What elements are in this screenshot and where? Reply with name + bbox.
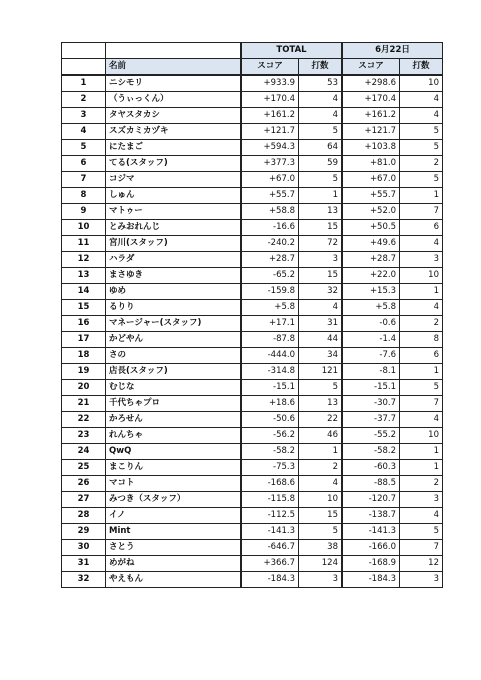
header-date: 6月22日 <box>342 43 443 59</box>
total-score-cell: -159.8 <box>241 284 299 300</box>
total-hits-cell: 1 <box>299 444 343 460</box>
player-name-cell: タヤスタカシ <box>106 108 242 124</box>
total-hits-cell: 5 <box>299 380 343 396</box>
day-score-cell: +15.3 <box>342 284 400 300</box>
day-score-cell: -0.6 <box>342 316 400 332</box>
rank-cell: 15 <box>62 300 106 316</box>
header-row-columns <box>62 59 443 76</box>
day-score-cell: -184.3 <box>342 572 400 588</box>
rank-cell: 2 <box>62 92 106 108</box>
day-hits-cell: 4 <box>400 236 443 252</box>
player-name-cell: マトゥー <box>106 204 242 220</box>
total-hits-cell: 38 <box>299 540 343 556</box>
table-row <box>62 556 443 572</box>
total-score-cell: +377.3 <box>241 156 299 172</box>
player-name-cell: とみおれんじ <box>106 220 242 236</box>
rank-cell: 13 <box>62 268 106 284</box>
total-score-cell: -15.1 <box>241 380 299 396</box>
player-name-cell: 千代ちゃプロ <box>106 396 242 412</box>
total-score-cell: +28.7 <box>241 252 299 268</box>
rank-cell: 21 <box>62 396 106 412</box>
day-score-cell: -7.6 <box>342 348 400 364</box>
table-row <box>62 220 443 236</box>
day-score-cell: +49.6 <box>342 236 400 252</box>
day-hits-cell: 5 <box>400 172 443 188</box>
total-hits-cell: 64 <box>299 140 343 156</box>
rank-cell: 18 <box>62 348 106 364</box>
header-total-hits: 打数 <box>299 59 343 76</box>
day-score-cell: -8.1 <box>342 364 400 380</box>
table-row <box>62 284 443 300</box>
total-score-cell: -87.8 <box>241 332 299 348</box>
player-name-cell: コジマ <box>106 172 242 188</box>
total-score-cell: -112.5 <box>241 508 299 524</box>
day-hits-cell: 5 <box>400 524 443 540</box>
table-row <box>62 540 443 556</box>
table-row <box>62 572 443 588</box>
total-score-cell: -16.6 <box>241 220 299 236</box>
rank-cell: 12 <box>62 252 106 268</box>
table-row <box>62 108 443 124</box>
ranking-table <box>61 42 443 588</box>
rank-cell: 30 <box>62 540 106 556</box>
day-hits-cell: 8 <box>400 332 443 348</box>
total-hits-cell: 4 <box>299 300 343 316</box>
ranking-table-body <box>62 43 443 588</box>
total-hits-cell: 124 <box>299 556 343 572</box>
player-name-cell: かろせん <box>106 412 242 428</box>
day-hits-cell: 1 <box>400 188 443 204</box>
total-score-cell: -115.8 <box>241 492 299 508</box>
total-hits-cell: 44 <box>299 332 343 348</box>
day-hits-cell: 1 <box>400 364 443 380</box>
total-hits-cell: 15 <box>299 268 343 284</box>
day-hits-cell: 12 <box>400 556 443 572</box>
day-hits-cell: 2 <box>400 156 443 172</box>
day-score-cell: +50.5 <box>342 220 400 236</box>
table-row <box>62 508 443 524</box>
total-score-cell: -168.6 <box>241 476 299 492</box>
header-day-hits: 打数 <box>400 59 443 76</box>
day-score-cell: -58.2 <box>342 444 400 460</box>
total-hits-cell: 121 <box>299 364 343 380</box>
table-row <box>62 140 443 156</box>
rank-cell: 8 <box>62 188 106 204</box>
rank-cell: 1 <box>62 75 106 92</box>
table-row <box>62 75 443 92</box>
total-hits-cell: 46 <box>299 428 343 444</box>
player-name-cell: スズカミカヅキ <box>106 124 242 140</box>
day-hits-cell: 5 <box>400 124 443 140</box>
day-hits-cell: 2 <box>400 476 443 492</box>
day-hits-cell: 7 <box>400 396 443 412</box>
total-score-cell: -141.3 <box>241 524 299 540</box>
total-hits-cell: 53 <box>299 75 343 92</box>
day-hits-cell: 3 <box>400 492 443 508</box>
player-name-cell: しゅん <box>106 188 242 204</box>
day-score-cell: +121.7 <box>342 124 400 140</box>
player-name-cell: てる(スタッフ) <box>106 156 242 172</box>
day-hits-cell: 4 <box>400 300 443 316</box>
rank-cell: 24 <box>62 444 106 460</box>
rank-cell: 5 <box>62 140 106 156</box>
total-score-cell: +5.8 <box>241 300 299 316</box>
table-row <box>62 124 443 140</box>
day-score-cell: -55.2 <box>342 428 400 444</box>
day-score-cell: +22.0 <box>342 268 400 284</box>
table-row <box>62 300 443 316</box>
total-hits-cell: 22 <box>299 412 343 428</box>
day-score-cell: +28.7 <box>342 252 400 268</box>
rank-cell: 32 <box>62 572 106 588</box>
rank-cell: 22 <box>62 412 106 428</box>
day-score-cell: +298.6 <box>342 75 400 92</box>
day-hits-cell: 4 <box>400 108 443 124</box>
day-hits-cell: 7 <box>400 540 443 556</box>
rank-cell: 23 <box>62 428 106 444</box>
total-hits-cell: 59 <box>299 156 343 172</box>
player-name-cell: めがね <box>106 556 242 572</box>
rank-cell: 14 <box>62 284 106 300</box>
total-hits-cell: 3 <box>299 252 343 268</box>
total-score-cell: +170.4 <box>241 92 299 108</box>
day-score-cell: -166.0 <box>342 540 400 556</box>
total-hits-cell: 5 <box>299 524 343 540</box>
day-hits-cell: 4 <box>400 412 443 428</box>
day-score-cell: -15.1 <box>342 380 400 396</box>
total-hits-cell: 5 <box>299 172 343 188</box>
day-score-cell: -60.3 <box>342 460 400 476</box>
total-hits-cell: 72 <box>299 236 343 252</box>
header-row-groups <box>62 43 443 59</box>
header-blank-rank-2 <box>62 59 106 76</box>
player-name-cell: 宮川(スタッフ) <box>106 236 242 252</box>
day-hits-cell: 5 <box>400 380 443 396</box>
day-hits-cell: 2 <box>400 316 443 332</box>
total-hits-cell: 4 <box>299 108 343 124</box>
day-score-cell: +170.4 <box>342 92 400 108</box>
day-hits-cell: 10 <box>400 428 443 444</box>
rank-cell: 29 <box>62 524 106 540</box>
total-score-cell: -75.3 <box>241 460 299 476</box>
total-score-cell: -314.8 <box>241 364 299 380</box>
header-total: TOTAL <box>241 43 342 59</box>
total-score-cell: +58.8 <box>241 204 299 220</box>
rank-cell: 26 <box>62 476 106 492</box>
rank-cell: 3 <box>62 108 106 124</box>
player-name-cell: マコト <box>106 476 242 492</box>
day-hits-cell: 7 <box>400 204 443 220</box>
player-name-cell: まこりん <box>106 460 242 476</box>
day-hits-cell: 6 <box>400 220 443 236</box>
rank-cell: 10 <box>62 220 106 236</box>
rank-cell: 9 <box>62 204 106 220</box>
player-name-cell: さとう <box>106 540 242 556</box>
day-score-cell: +81.0 <box>342 156 400 172</box>
player-name-cell: やえもん <box>106 572 242 588</box>
player-name-cell: Mint <box>106 524 242 540</box>
day-score-cell: -168.9 <box>342 556 400 572</box>
total-score-cell: -184.3 <box>241 572 299 588</box>
rank-cell: 4 <box>62 124 106 140</box>
player-name-cell: るりり <box>106 300 242 316</box>
table-row <box>62 332 443 348</box>
total-score-cell: -65.2 <box>241 268 299 284</box>
rank-cell: 6 <box>62 156 106 172</box>
rank-cell: 28 <box>62 508 106 524</box>
rank-cell: 11 <box>62 236 106 252</box>
header-day-score: スコア <box>342 59 400 76</box>
day-score-cell: +52.0 <box>342 204 400 220</box>
table-row <box>62 396 443 412</box>
total-hits-cell: 13 <box>299 204 343 220</box>
table-row <box>62 380 443 396</box>
day-score-cell: +55.7 <box>342 188 400 204</box>
player-name-cell: QwQ <box>106 444 242 460</box>
player-name-cell: ゆめ <box>106 284 242 300</box>
table-row <box>62 204 443 220</box>
player-name-cell: ニシモリ <box>106 75 242 92</box>
total-score-cell: +18.6 <box>241 396 299 412</box>
player-name-cell: にたまご <box>106 140 242 156</box>
rank-cell: 31 <box>62 556 106 572</box>
total-hits-cell: 1 <box>299 188 343 204</box>
table-row <box>62 476 443 492</box>
player-name-cell: れんちゃ <box>106 428 242 444</box>
day-hits-cell: 1 <box>400 460 443 476</box>
total-score-cell: -58.2 <box>241 444 299 460</box>
header-blank-name <box>106 43 242 59</box>
day-score-cell: -120.7 <box>342 492 400 508</box>
total-score-cell: +55.7 <box>241 188 299 204</box>
day-score-cell: +67.0 <box>342 172 400 188</box>
rank-cell: 20 <box>62 380 106 396</box>
day-score-cell: -88.5 <box>342 476 400 492</box>
total-score-cell: -56.2 <box>241 428 299 444</box>
player-name-cell: イノ <box>106 508 242 524</box>
player-name-cell: さの <box>106 348 242 364</box>
table-row <box>62 492 443 508</box>
rank-cell: 17 <box>62 332 106 348</box>
table-row <box>62 252 443 268</box>
total-score-cell: +161.2 <box>241 108 299 124</box>
total-score-cell: -646.7 <box>241 540 299 556</box>
total-hits-cell: 34 <box>299 348 343 364</box>
day-score-cell: +103.8 <box>342 140 400 156</box>
player-name-cell: （うぃっくん） <box>106 92 242 108</box>
player-name-cell: みつき（スタッフ） <box>106 492 242 508</box>
total-score-cell: +594.3 <box>241 140 299 156</box>
day-hits-cell: 4 <box>400 508 443 524</box>
total-score-cell: -240.2 <box>241 236 299 252</box>
player-name-cell: ハラダ <box>106 252 242 268</box>
table-row <box>62 444 443 460</box>
score-sheet <box>61 42 443 588</box>
total-score-cell: +366.7 <box>241 556 299 572</box>
rank-cell: 16 <box>62 316 106 332</box>
header-blank-rank <box>62 43 106 59</box>
header-total-score: スコア <box>241 59 299 76</box>
player-name-cell: 店長(スタッフ) <box>106 364 242 380</box>
total-hits-cell: 5 <box>299 124 343 140</box>
day-score-cell: -1.4 <box>342 332 400 348</box>
header-name: 名前 <box>106 59 242 76</box>
total-score-cell: +121.7 <box>241 124 299 140</box>
day-score-cell: -141.3 <box>342 524 400 540</box>
total-hits-cell: 10 <box>299 492 343 508</box>
day-hits-cell: 4 <box>400 92 443 108</box>
table-row <box>62 428 443 444</box>
total-hits-cell: 4 <box>299 92 343 108</box>
day-score-cell: -37.7 <box>342 412 400 428</box>
player-name-cell: むじな <box>106 380 242 396</box>
table-row <box>62 460 443 476</box>
table-row <box>62 268 443 284</box>
table-row <box>62 316 443 332</box>
day-hits-cell: 3 <box>400 572 443 588</box>
day-score-cell: +5.8 <box>342 300 400 316</box>
table-row <box>62 524 443 540</box>
table-row <box>62 156 443 172</box>
total-score-cell: -50.6 <box>241 412 299 428</box>
total-hits-cell: 15 <box>299 220 343 236</box>
day-hits-cell: 6 <box>400 348 443 364</box>
rank-cell: 7 <box>62 172 106 188</box>
day-hits-cell: 5 <box>400 140 443 156</box>
day-score-cell: +161.2 <box>342 108 400 124</box>
total-score-cell: +67.0 <box>241 172 299 188</box>
total-score-cell: +17.1 <box>241 316 299 332</box>
total-hits-cell: 13 <box>299 396 343 412</box>
day-score-cell: -138.7 <box>342 508 400 524</box>
total-score-cell: -444.0 <box>241 348 299 364</box>
rank-cell: 27 <box>62 492 106 508</box>
total-hits-cell: 4 <box>299 476 343 492</box>
total-hits-cell: 32 <box>299 284 343 300</box>
total-hits-cell: 2 <box>299 460 343 476</box>
day-score-cell: -30.7 <box>342 396 400 412</box>
table-row <box>62 236 443 252</box>
total-hits-cell: 31 <box>299 316 343 332</box>
player-name-cell: マネージャー(スタッフ) <box>106 316 242 332</box>
day-hits-cell: 10 <box>400 268 443 284</box>
player-name-cell: かどやん <box>106 332 242 348</box>
table-row <box>62 364 443 380</box>
table-row <box>62 188 443 204</box>
rank-cell: 25 <box>62 460 106 476</box>
table-row <box>62 348 443 364</box>
day-hits-cell: 3 <box>400 252 443 268</box>
total-score-cell: +933.9 <box>241 75 299 92</box>
table-row <box>62 172 443 188</box>
player-name-cell: まさゆき <box>106 268 242 284</box>
rank-cell: 19 <box>62 364 106 380</box>
table-row <box>62 412 443 428</box>
day-hits-cell: 1 <box>400 444 443 460</box>
total-hits-cell: 3 <box>299 572 343 588</box>
table-row <box>62 92 443 108</box>
day-hits-cell: 10 <box>400 75 443 92</box>
day-hits-cell: 1 <box>400 284 443 300</box>
total-hits-cell: 15 <box>299 508 343 524</box>
